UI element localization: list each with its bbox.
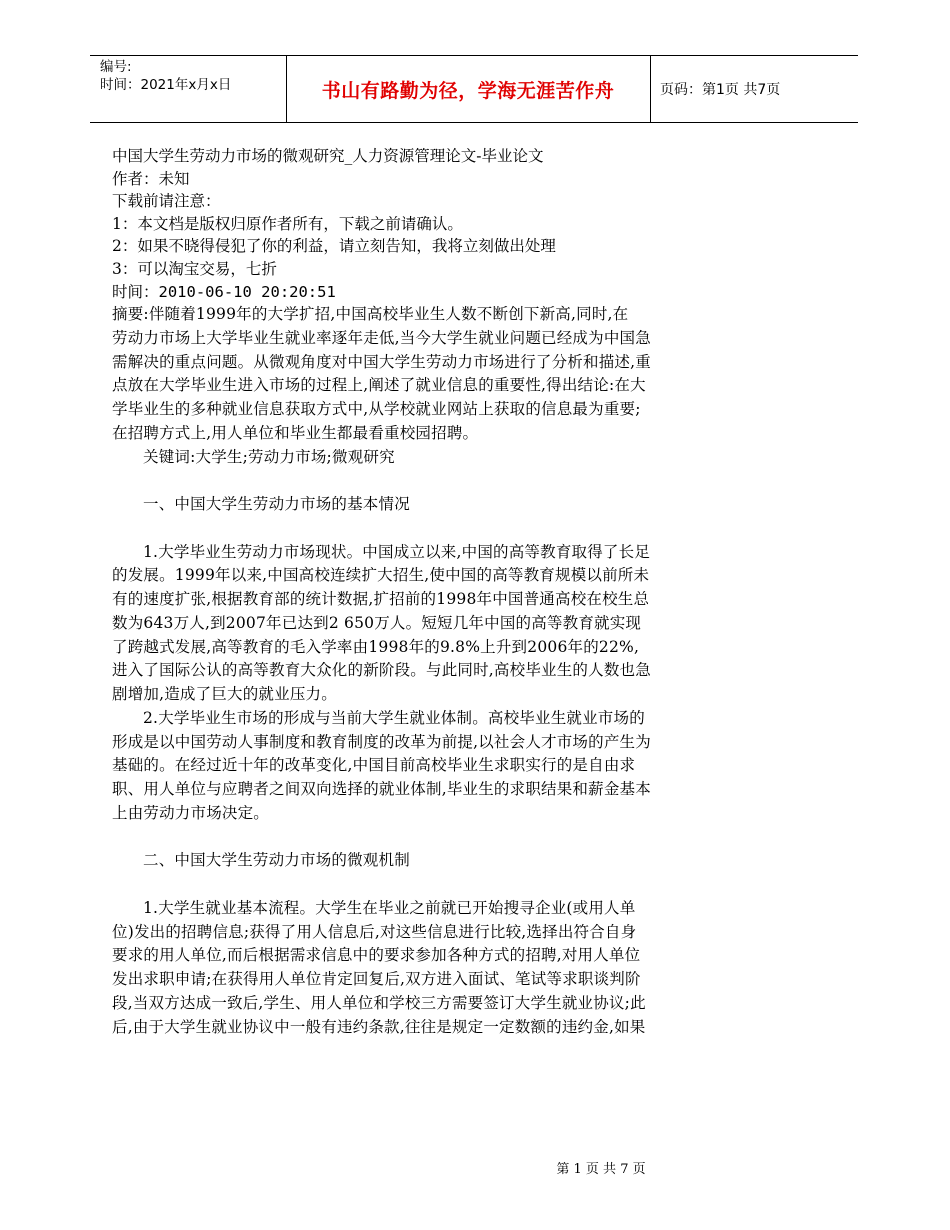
time-label: 时间：2021年x月x日 <box>100 77 232 93</box>
notice-heading: 下载前请注意： <box>112 192 221 211</box>
section-heading: 二、中国大学生劳动力市场的微观机制 <box>143 851 410 870</box>
paragraph-line: 1.大学毕业生劳动力市场现状。中国成立以来,中国的高等教育取得了长足 <box>143 542 651 561</box>
paragraph <box>112 897 772 1040</box>
abstract-line: 摘要:伴随着1999年的大学扩招,中国高校毕业生人数不断创下新高,同时,在 <box>112 305 629 324</box>
abstract-line: 需解决的重点问题。从微观角度对中国大学生劳动力市场进行了分析和描述,重 <box>112 352 651 371</box>
paragraph-line: 后,由于大学生就业协议中一般有违约条款,往往是规定一定数额的违约金,如果 <box>112 1017 646 1036</box>
paragraph-line: 2.大学毕业生市场的形成与当前大学生就业体制。高校毕业生就业市场的 <box>143 708 645 727</box>
notice-item: 1：本文档是版权归原作者所有，下载之前请确认。 <box>112 214 463 233</box>
abstract-line: 在招聘方式上,用人单位和毕业生都最看重校园招聘。 <box>112 423 479 442</box>
paragraph-line: 要求的用人单位,而后根据需求信息中的要求参加各种方式的招聘,对用人单位 <box>112 946 641 965</box>
paragraph-line: 的发展。1999年以来,中国高校连续扩大招生,使中国的高等教育规模以前所未 <box>112 566 650 585</box>
paragraph-line: 上由劳动力市场决定。 <box>112 803 270 822</box>
section-heading: 一、中国大学生劳动力市场的基本情况 <box>143 495 410 514</box>
header-motto: 书山有路勤为径，学海无涯苦作舟 <box>321 79 615 102</box>
document-body <box>112 145 772 1039</box>
paragraph-line: 1.大学生就业基本流程。大学生在毕业之前就已开始搜寻企业(或用人单 <box>143 898 636 917</box>
keywords: 关键词:大学生;劳动力市场;微观研究 <box>143 447 395 466</box>
header-divider <box>650 56 651 122</box>
article-author: 作者：未知 <box>112 169 190 188</box>
header-meta <box>100 58 231 94</box>
abstract-line: 学毕业生的多种就业信息获取方式中,从学校就业网站上获取的信息最为重要; <box>112 400 641 419</box>
abstract-line: 劳动力市场上大学毕业生就业率逐年走低,当今大学生就业问题已经成为中国急 <box>112 328 651 347</box>
paragraph <box>112 541 772 707</box>
serial-label: 编号: <box>100 59 132 75</box>
footer-page-number: 第 1 页 共 7 页 <box>556 1162 646 1177</box>
paragraph-line: 数为643万人,到2007年已达到2 650万人。短短几年中国的高等教育就实现 <box>112 613 642 632</box>
paragraph-line: 位)发出的招聘信息;获得了用人信息后,对这些信息进行比较,选择出符合自身 <box>112 922 637 941</box>
article-time: 时间：2010-06-10 20:20:51 <box>112 282 336 301</box>
paragraph-line: 有的速度扩张,根据教育部的统计数据,扩招前的1998年中国普通高校在校生总 <box>112 590 650 609</box>
abstract <box>112 303 772 446</box>
paragraph-line: 发出求职申请;在获得用人单位肯定回复后,双方进入面试、笔试等求职谈判阶 <box>112 970 641 989</box>
paragraph-line: 剧增加,造成了巨大的就业压力。 <box>112 685 337 704</box>
paragraph-line: 进入了国际公认的高等教育大众化的新阶段。与此同时,高校毕业生的人数也急 <box>112 661 651 680</box>
header-table <box>90 55 858 123</box>
abstract-line: 点放在大学毕业生进入市场的过程上,阐述了就业信息的重要性,得出结论:在大 <box>112 376 646 395</box>
notice-item: 3：可以淘宝交易，七折 <box>112 259 277 278</box>
paragraph-line: 形成是以中国劳动人事制度和教育制度的改革为前提,以社会人才市场的产生为 <box>112 732 651 751</box>
paragraph <box>112 707 772 826</box>
page-footer <box>0 1158 950 1177</box>
notice-item: 2：如果不晓得侵犯了你的利益，请立刻告知，我将立刻做出处理 <box>112 237 556 256</box>
paragraph-line: 段,当双方达成一致后,学生、用人单位和学校三方需要签订大学生就业协议;此 <box>112 993 646 1012</box>
article-title: 中国大学生劳动力市场的微观研究_人力资源管理论文-毕业论文 <box>112 147 544 165</box>
paragraph-line: 了跨越式发展,高等教育的毛入学率由1998年的9.8%上升到2006年的22%, <box>112 637 640 656</box>
header-page-info: 页码：第1页 共7页 <box>660 82 781 98</box>
paragraph-line: 基础的。在经过近十年的改革变化,中国目前高校毕业生求职实行的是自由求 <box>112 756 636 775</box>
paragraph-line: 职、用人单位与应聘者之间双向选择的就业体制,毕业生的求职结果和薪金基本 <box>112 780 651 799</box>
